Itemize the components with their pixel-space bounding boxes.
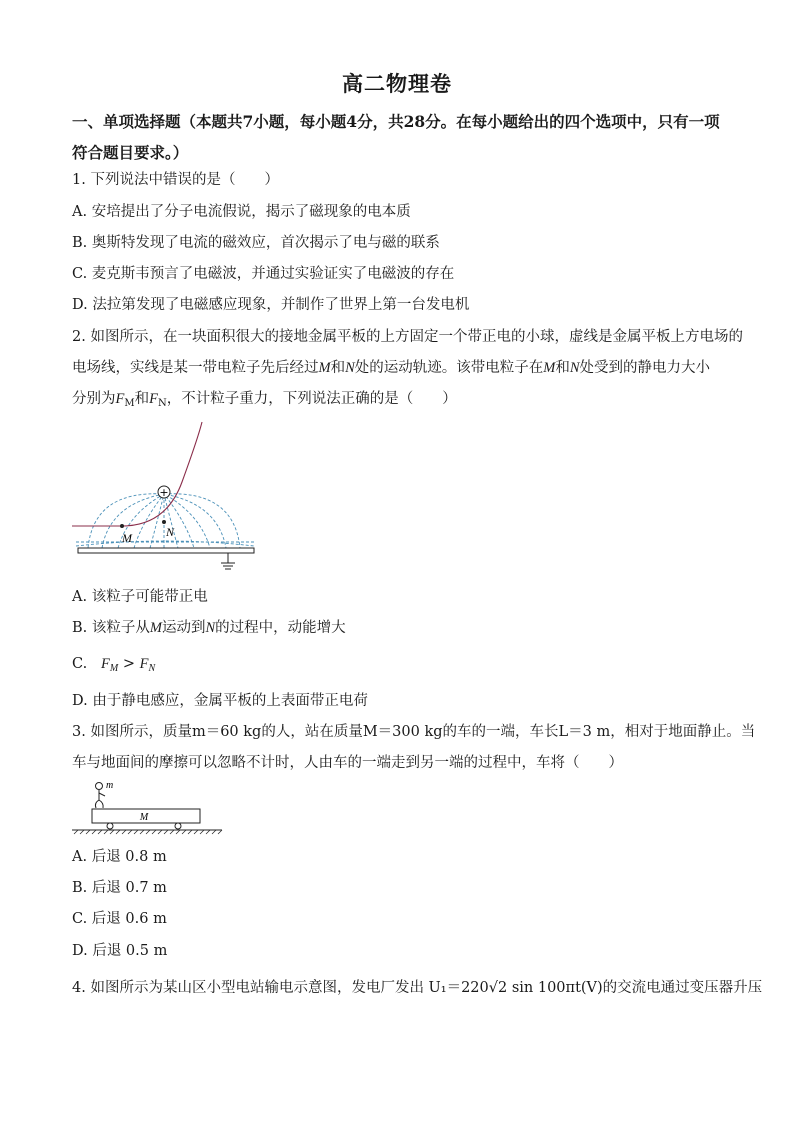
q2-subscript: M	[109, 663, 119, 674]
q2-var-n: N	[569, 360, 580, 376]
ground-symbol	[221, 553, 235, 569]
q2-var-f: F	[115, 391, 125, 407]
page-title: 高二物理卷	[342, 71, 452, 96]
q2-var-m: M	[149, 620, 162, 636]
q2-var-f: F	[139, 656, 149, 672]
q2-text: 和	[134, 391, 150, 407]
q2-var-n: N	[345, 360, 355, 376]
q2-text: 处的运动轨迹。该带电粒子在	[354, 360, 544, 376]
q2-text: 分别为	[72, 391, 116, 407]
q2-stem-line2	[72, 358, 732, 378]
q3-cart-figure	[70, 776, 230, 838]
q2-text: B. 该粒子从	[72, 620, 150, 636]
q1-option-a: A. 安培提出了分子电流假说，揭示了磁现象的电本质	[72, 204, 411, 220]
q2-text: ，不计粒子重力，下列说法正确的是（ ）	[166, 391, 457, 407]
q2-text: 电场线，实线是某一带电粒子先后经过	[72, 360, 319, 376]
q2-text: 处受到的静电力大小	[579, 360, 711, 376]
metal-plate	[78, 548, 254, 553]
wheel-right	[175, 823, 181, 829]
q2-var-f: F	[149, 391, 158, 407]
q2-text: 和	[330, 360, 346, 376]
q2-operator: >	[118, 656, 140, 672]
q2-subscript: M	[124, 398, 135, 409]
q2-option-d: D. 由于静电感应，金属平板的上表面带正电荷	[72, 693, 368, 709]
q1-option-b: B. 奥斯特发现了电流的磁效应，首次揭示了电与磁的联系	[72, 235, 440, 251]
plus-sign: +	[159, 486, 169, 499]
q3-option-a: A. 后退 0.8 m	[72, 849, 167, 865]
label-person-m: m	[106, 780, 114, 791]
wheel-left	[107, 823, 113, 829]
section-heading: 一、单项选择题（本题共7小题，每小题4分，共28分。在每小题给出的四个选项中，只有一项符合题目要求。）	[72, 112, 720, 162]
point-n-dot	[162, 520, 166, 524]
label-m: M	[122, 531, 132, 545]
q2-text: 的过程中，动能增大	[215, 620, 346, 636]
q1-option-d: D. 法拉第发现了电磁感应现象，并制作了世界上第一台发电机	[72, 297, 470, 313]
q2-var-f: F	[101, 656, 110, 672]
q2-stem-line3	[72, 389, 732, 414]
q3-option-c: C. 后退 0.6 m	[72, 911, 167, 927]
q3-stem-line1: 3. 如图所示，质量m＝60 kg的人，站在质量M＝300 kg的车的一端，车长L＝3 m，相对于地面静止。当	[72, 724, 756, 740]
label-n: N	[166, 525, 175, 539]
point-m-dot	[120, 524, 124, 528]
q2-text: C.	[72, 656, 88, 672]
label-car-m: M	[139, 812, 149, 823]
q2-option-b	[72, 618, 732, 638]
q2-text: 运动到	[161, 620, 206, 636]
ground-hatch	[74, 830, 222, 834]
q2-field-figure	[70, 418, 270, 578]
q2-text: 和	[555, 360, 570, 376]
q2-option-c	[72, 654, 732, 679]
q2-stem-line1: 2. 如图所示，在一块面积很大的接地金属平板的上方固定一个带正电的小球，虚线是金属平板上方电场的	[72, 329, 743, 345]
q3-stem-line2: 车与地面间的摩擦可以忽略不计时，人由车的一端走到另一端的过程中，车将（ ）	[72, 755, 623, 771]
q2-var-m: M	[318, 360, 331, 376]
q1-stem: 1. 下列说法中错误的是（ ）	[72, 172, 279, 188]
person-icon	[95, 783, 105, 809]
q1-option-c: C. 麦克斯韦预言了电磁波，并通过实验证实了电磁波的存在	[72, 266, 455, 282]
q2-subscript: N	[157, 398, 167, 409]
q2-option-a: A. 该粒子可能带正电	[72, 589, 208, 605]
trajectory-curve	[72, 422, 202, 526]
q2-var-n: N	[205, 620, 216, 636]
q4-stem-line1: 4. 如图所示为某山区小型电站输电示意图，发电厂发出 U₁＝220√2 sin 100πt(V)的交流电通过变压器升压	[72, 980, 763, 996]
q2-var-m: M	[543, 360, 556, 376]
q3-option-b: B. 后退 0.7 m	[72, 880, 167, 896]
q3-option-d: D. 后退 0.5 m	[72, 943, 168, 959]
q2-subscript: N	[148, 663, 156, 674]
